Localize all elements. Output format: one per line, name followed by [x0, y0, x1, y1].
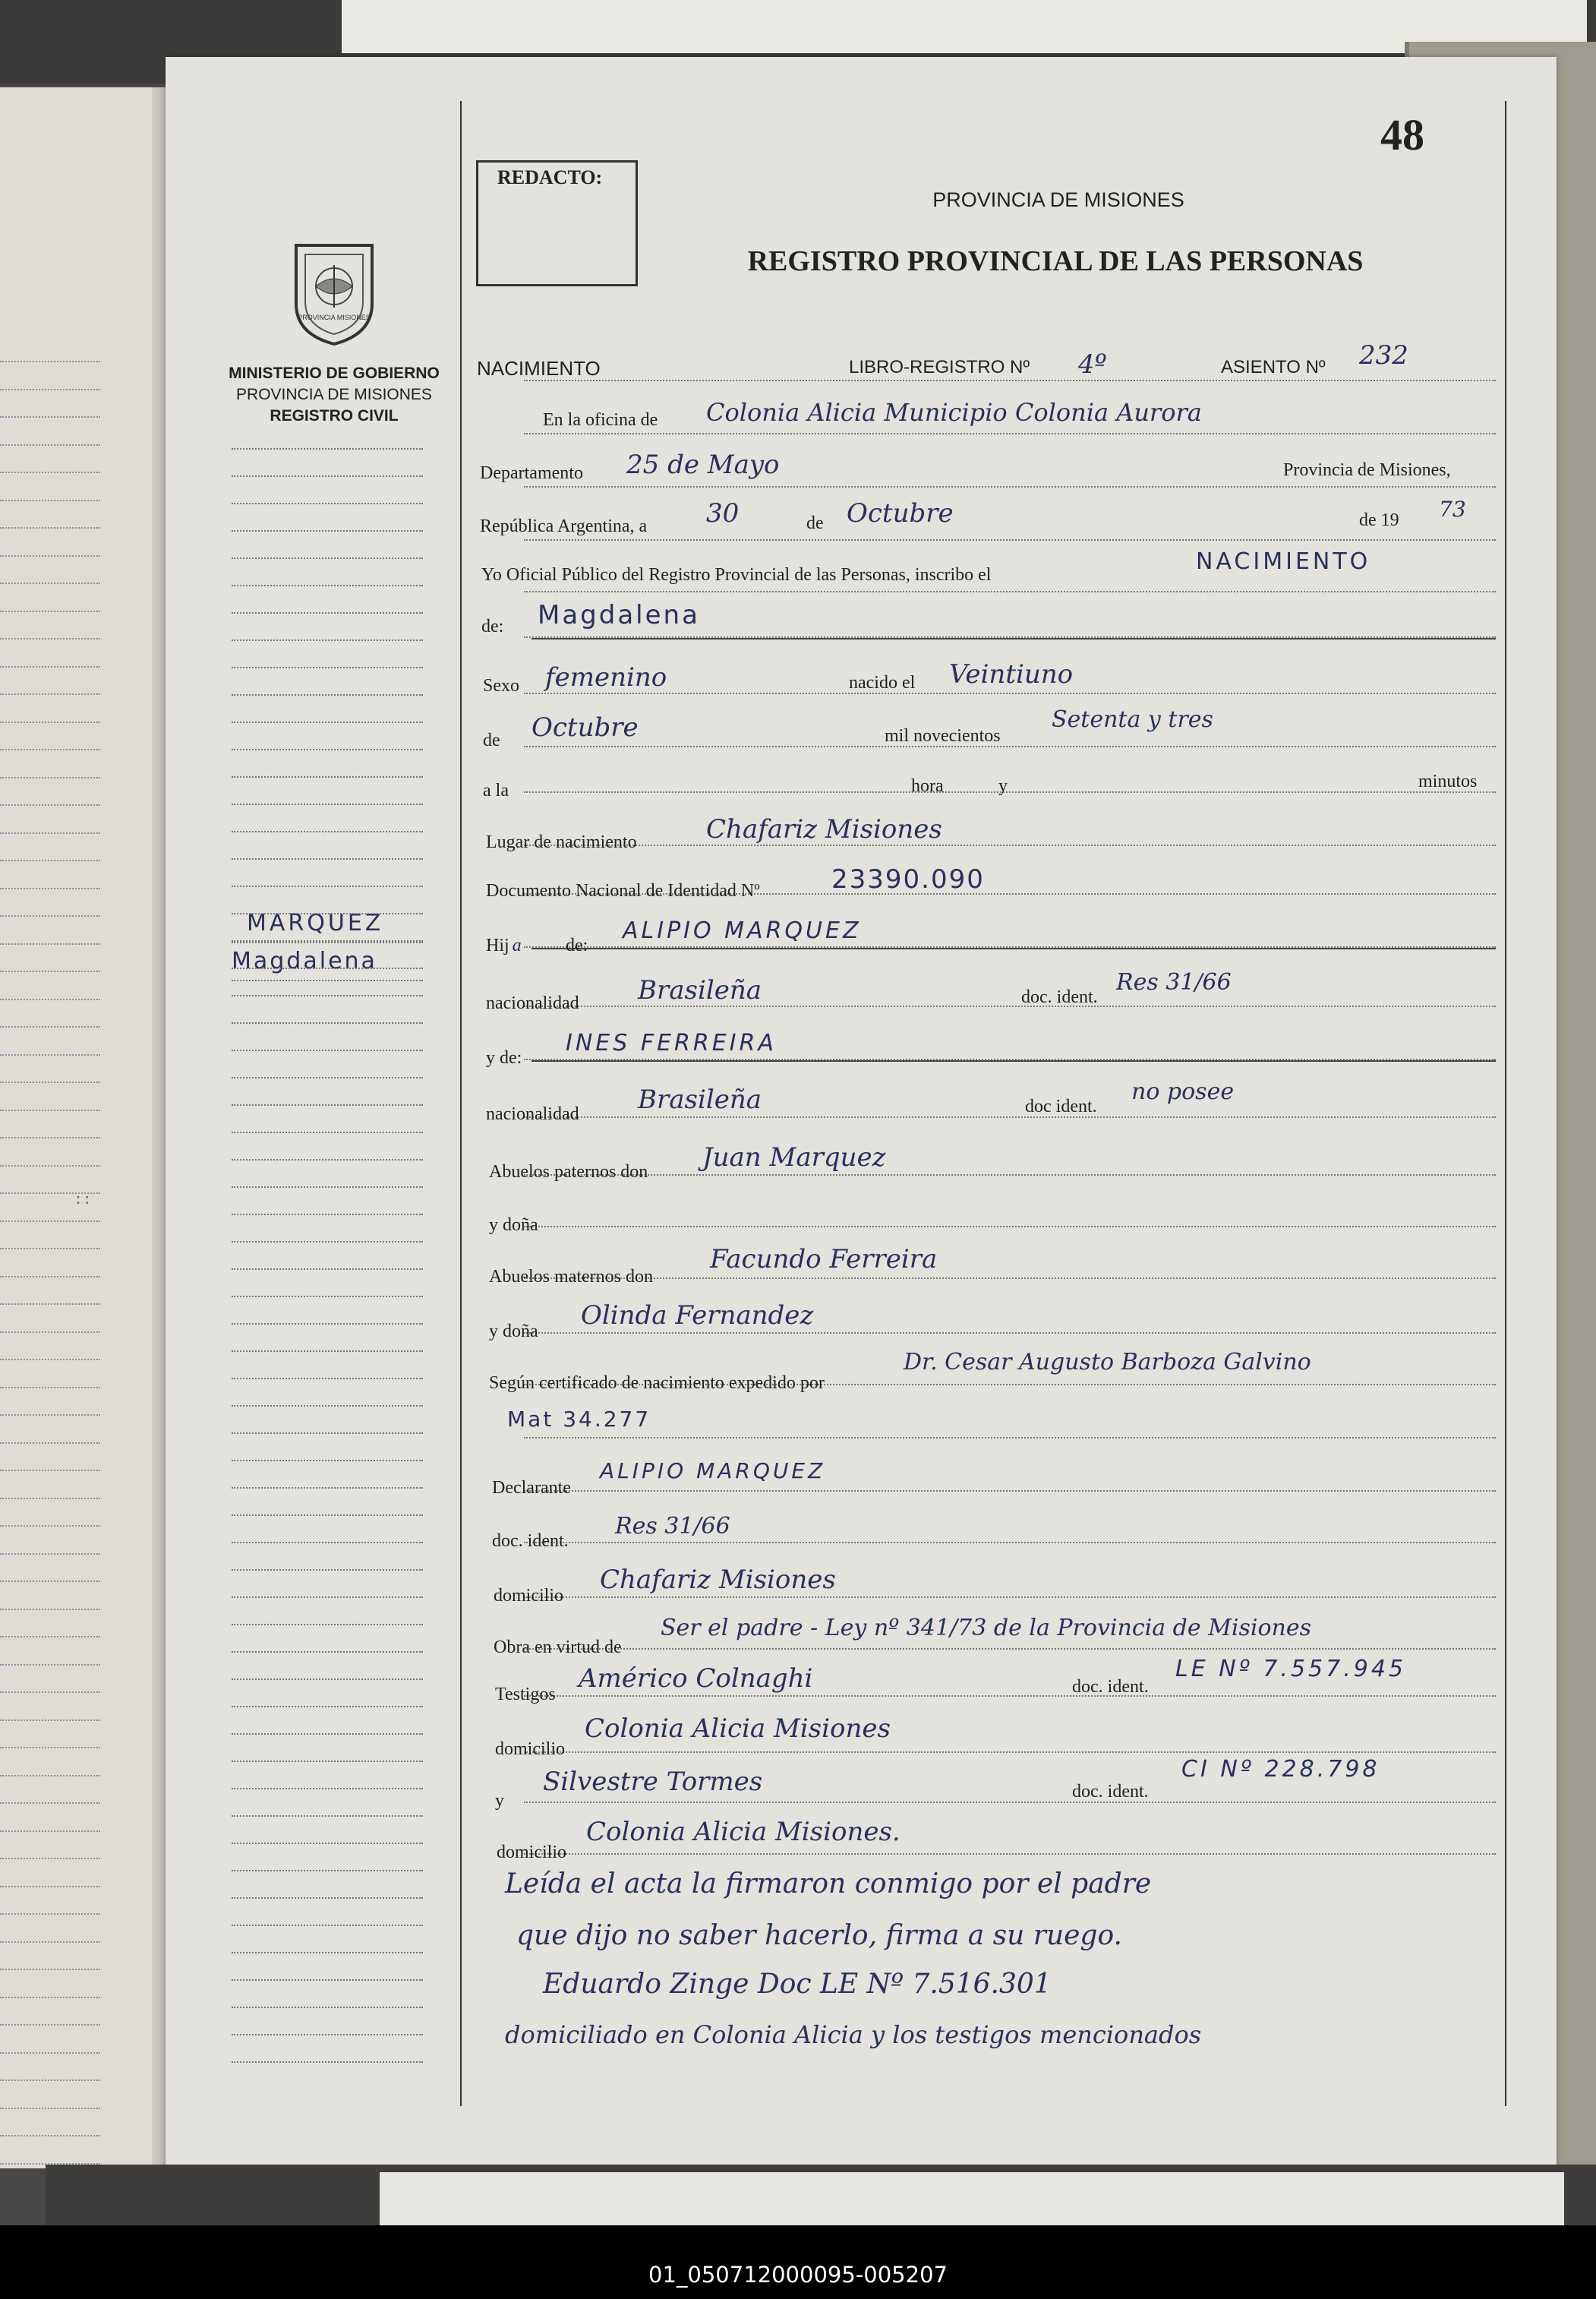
ledger-rule [0, 1636, 100, 1637]
ala-label: a la [483, 781, 509, 801]
margin-ledger-rule [232, 1268, 423, 1270]
oficina-value: Colonia Alicia Municipio Colonia Aurora [706, 398, 1202, 427]
form-fill-line [524, 1332, 1496, 1334]
ledger-rule [0, 1941, 100, 1943]
abuelos-mat-label: Abuelos maternos don [489, 1267, 653, 1287]
ledger-rule [0, 915, 100, 917]
margin-ledger-rule [232, 1624, 423, 1625]
mother-nat-value: Brasileña [638, 1085, 762, 1115]
registry-title: REGISTRO PROVINCIAL DE LAS PERSONAS [747, 245, 1364, 277]
adjacent-page-edge [342, 0, 1587, 53]
ledger-rule [0, 1276, 100, 1277]
testigo2-doc-value: CI Nº 228.798 [1181, 1756, 1380, 1783]
ledger-rule [0, 1997, 100, 1998]
sexo-value: femenino [545, 662, 667, 693]
ledger-rule [0, 860, 100, 861]
year-value: 73 [1439, 497, 1466, 522]
image-id-caption: 01_050712000095-005207 [648, 2262, 948, 2288]
ledger-rule [0, 1720, 100, 1721]
ledger-rule [0, 444, 100, 446]
seal-text: PROVINCIA MISIONES [298, 314, 371, 321]
margin-ledger-rule [232, 1979, 423, 1981]
ledger-rule [0, 1691, 100, 1693]
margin-ledger-rule [232, 1186, 423, 1188]
page-bottom-background [46, 2165, 1596, 2225]
margin-ledger-rule [232, 530, 423, 532]
margin-ledger-rule [232, 2034, 423, 2035]
margin-ledger-rule [232, 475, 423, 477]
margin-ledger-rule [232, 749, 423, 750]
ledger-rule [0, 777, 100, 778]
margin-ledger-rule [232, 1952, 423, 1953]
obra-label: Obra en virtud de [494, 1637, 622, 1657]
birth-month-value: Octubre [531, 712, 639, 743]
ledger-rule [0, 1221, 100, 1222]
margin-ledger-rule [232, 1596, 423, 1598]
de2-label: de: [481, 617, 504, 636]
domicilio2-value: Colonia Alicia Misiones. [586, 1817, 901, 1847]
margin-ledger-rule [232, 886, 423, 887]
margin-ledger-rule [232, 1050, 423, 1051]
father-doc-value: Res 31/66 [1116, 969, 1232, 996]
margin-ledger-rule [232, 1432, 423, 1434]
note-line-2: que dijo no saber hacerlo, firma a su ruego. [516, 1920, 1122, 1951]
margin-ledger-rule [232, 1788, 423, 1789]
ledger-rule [0, 1082, 100, 1083]
ledger-rule [0, 1359, 100, 1360]
de3-label: de [483, 731, 500, 750]
margin-ledger-rule [232, 557, 423, 559]
margin-ledger-rule [232, 1569, 423, 1571]
ledger-rule [0, 1248, 100, 1249]
decl-doc-value: Res 31/66 [615, 1513, 730, 1540]
margin-ledger-rule [232, 1296, 423, 1297]
provincia-suffix: Provincia de Misiones, [1283, 460, 1451, 480]
year-label: de 19 [1359, 510, 1399, 530]
margin-ledger-rule [232, 1132, 423, 1133]
testigos-label: Testigos [495, 1685, 556, 1704]
ledger-rule [0, 1830, 100, 1832]
form-fill-line [524, 1174, 1496, 1176]
ministry-name: MINISTERIO DE GOBIERNO [229, 365, 440, 382]
ledger-rule [0, 1470, 100, 1471]
margin-rule [232, 980, 423, 981]
ledger-rule [0, 1498, 100, 1499]
lower-page-edge [380, 2172, 1564, 2225]
margin-ledger-rule [232, 1350, 423, 1352]
margin-ledger-rule [232, 995, 423, 996]
hora-label: hora [911, 776, 944, 796]
domicilio-label: domicilio [494, 1586, 563, 1606]
ledger-rule [0, 1664, 100, 1666]
form-fill-line [524, 1648, 1496, 1650]
act-type-label: NACIMIENTO [477, 357, 601, 380]
margin-ledger-rule [232, 1460, 423, 1461]
ledger-rule [0, 500, 100, 501]
form-fill-line [524, 1226, 1496, 1227]
nacido-label: nacido el [849, 673, 916, 693]
father-de-label: de: [566, 936, 588, 955]
margin-ledger-rule [232, 1651, 423, 1653]
inscribo-value: NACIMIENTO [1196, 548, 1371, 575]
ledger-rule [0, 2108, 100, 2109]
margin-ledger-rule [232, 940, 423, 942]
margin-ledger-rule [232, 722, 423, 723]
ministry-province: PROVINCIA DE MISIONES [236, 386, 432, 403]
form-fill-line [524, 486, 1496, 488]
form-fill-line [524, 791, 1496, 793]
province-title: PROVINCIA DE MISIONES [932, 188, 1184, 211]
ledger-rule [0, 1054, 100, 1056]
departamento-label: Departamento [480, 463, 583, 483]
ledger-rule [0, 583, 100, 584]
margin-ledger-rule [232, 1542, 423, 1543]
form-fill-line [524, 1695, 1496, 1697]
segun-label: Según certificado de nacimiento expedido por [489, 1373, 825, 1393]
margin-rule-right [1505, 101, 1506, 2106]
page-number: 48 [1380, 110, 1424, 159]
form-fill-line [524, 1437, 1496, 1438]
domicilio1-label: domicilio [495, 1739, 565, 1759]
form-fill-line [524, 1751, 1496, 1753]
margin-ledger-rule [232, 612, 423, 614]
margin-rule [232, 942, 423, 943]
margin-ledger-rule [232, 1706, 423, 1707]
margin-ledger-rule [232, 667, 423, 668]
ledger-rule [0, 1026, 100, 1028]
hija-label [486, 936, 522, 956]
ledger-rule [0, 1303, 100, 1305]
domicilio1-value: Colonia Alicia Misiones [585, 1713, 891, 1744]
margin-given-name: Magdalena [232, 948, 377, 974]
form-fill-line [524, 746, 1496, 747]
abuelos-pat-label: Abuelos paternos don [489, 1162, 648, 1182]
margin-mark: : : [76, 1189, 90, 1208]
form-fill-line [524, 1116, 1496, 1118]
mother-doc-value: no posee [1131, 1078, 1235, 1105]
mil-label: mil novecientos [885, 726, 1001, 746]
libro-value: 4º [1078, 349, 1107, 380]
margin-ledger-rule [232, 1405, 423, 1407]
ledger-rule [0, 389, 100, 390]
ledger-rule [0, 416, 100, 418]
obra-value: Ser el padre - Ley nº 341/73 de la Provincia de Misiones [661, 1615, 1311, 1641]
ledger-rule [0, 888, 100, 889]
y-label: y [998, 776, 1008, 796]
ledger-rule [0, 2135, 100, 2136]
margin-ledger-rule [232, 2007, 423, 2008]
ledger-rule [0, 1913, 100, 1915]
testigo1-doc-value: LE Nº 7.557.945 [1175, 1656, 1406, 1682]
margin-ledger-rule [232, 2061, 423, 2063]
name-underline [531, 948, 1496, 949]
ledger-rule [0, 1137, 100, 1138]
ledger-rule [0, 555, 100, 557]
form-fill-line [524, 845, 1496, 846]
margin-ledger-rule [232, 1323, 423, 1325]
form-fill-line [524, 1006, 1496, 1007]
margin-ledger-rule [232, 1214, 423, 1215]
mil-value: Setenta y tres [1052, 706, 1213, 733]
ledger-rule [0, 832, 100, 834]
ledger-rule [0, 1165, 100, 1167]
libro-label: LIBRO-REGISTRO Nº [849, 357, 1030, 377]
margin-ledger-rule [232, 1870, 423, 1871]
margin-ledger-rule [232, 585, 423, 586]
margin-ledger-rule [232, 1843, 423, 1844]
oficial-text: Yo Oficial Público del Registro Provincial de las Personas, inscribo el [481, 565, 992, 585]
ledger-rule [0, 971, 100, 972]
mother-nat-label: nacionalidad [486, 1104, 579, 1124]
margin-ledger-rule [232, 1925, 423, 1926]
ledger-rule [0, 1775, 100, 1776]
abuelo-pat-value: Juan Marquez [702, 1142, 886, 1173]
mother-doc-label: doc ident. [1025, 1097, 1097, 1116]
decl-doc-label: doc. ident. [492, 1531, 569, 1551]
provincial-seal-icon [281, 232, 387, 347]
month-value: Octubre [847, 498, 954, 529]
abuela-pat-label: y doña [489, 1215, 538, 1235]
note-line-3: Eduardo Zinge Doc LE Nº 7.516.301 [543, 1969, 1052, 2000]
ledger-rule [0, 1387, 100, 1388]
ledger-rule [0, 2080, 100, 2081]
note-line-1: Leída el acta la firmaron conmigo por el padre [505, 1868, 1152, 1900]
ministry-registry: REGISTRO CIVIL [270, 407, 399, 425]
nacido-value: Veintiuno [949, 659, 1074, 690]
margin-ledger-rule [232, 1077, 423, 1078]
margin-ledger-rule [232, 639, 423, 641]
ledger-rule [0, 693, 100, 695]
margin-ledger-rule [232, 1514, 423, 1516]
ledger-rule [0, 1858, 100, 1859]
testigo2-value: Silvestre Tormes [543, 1767, 763, 1797]
mother-de-label: y de: [486, 1048, 522, 1068]
ledger-rule [0, 2024, 100, 2026]
ledger-rule [0, 1969, 100, 1970]
margin-ledger-rule [232, 1241, 423, 1243]
ledger-rule [0, 1192, 100, 1194]
father-doc-label: doc. ident. [1021, 987, 1098, 1007]
margin-ledger-rule [232, 1815, 423, 1817]
ledger-rule [0, 1886, 100, 1887]
ledger-rule [0, 638, 100, 639]
margin-ledger-rule [232, 913, 423, 914]
margin-ledger-rule [232, 448, 423, 450]
father-nat-value: Brasileña [638, 975, 762, 1006]
segun-value: Dr. Cesar Augusto Barboza Galvino [904, 1349, 1311, 1375]
form-fill-line [524, 1277, 1496, 1279]
form-fill-line [524, 1853, 1496, 1855]
abuela-mat-value: Olinda Fernandez [581, 1300, 814, 1331]
ledger-rule [0, 1553, 100, 1555]
ledger-rule [0, 611, 100, 612]
ministry-block [205, 363, 463, 427]
name-value: Magdalena [538, 600, 700, 630]
de-label: de [806, 513, 824, 533]
margin-ledger-rule [232, 694, 423, 696]
ledger-rule [0, 943, 100, 945]
asiento-value: 232 [1359, 340, 1408, 371]
ledger-rule [0, 472, 100, 473]
ledger-rule [0, 749, 100, 750]
oficina-label: En la oficina de [543, 410, 658, 430]
name-underline [531, 638, 1496, 639]
form-fill-line [524, 693, 1496, 694]
testigo1-doc-label: doc. ident. [1072, 1677, 1149, 1697]
margin-ledger-rule [232, 1733, 423, 1735]
ledger-rule [0, 2052, 100, 2054]
lugar-label: Lugar de nacimiento [486, 832, 637, 852]
margin-ledger-rule [232, 831, 423, 832]
margin-ledger-rule [232, 776, 423, 778]
note-line-4: domiciliado en Colonia Alicia y los testigos mencionados [505, 2020, 1202, 2049]
father-nat-label: nacionalidad [486, 993, 579, 1013]
margin-ledger-rule [232, 858, 423, 860]
ledger-rule [0, 1802, 100, 1804]
margin-ledger-rule [232, 1678, 423, 1680]
testigo2-doc-label: doc. ident. [1072, 1782, 1149, 1802]
domicilio2-label: domicilio [497, 1843, 566, 1862]
testigo2-y-label: y [495, 1791, 504, 1811]
margin-ledger-rule [232, 1761, 423, 1762]
minutos-label: minutos [1418, 772, 1478, 791]
ledger-rule [0, 1747, 100, 1748]
sexo-label: Sexo [483, 676, 519, 696]
hija-suffix: a [512, 936, 522, 955]
ledger-rule [0, 1525, 100, 1527]
ledger-rule [0, 1609, 100, 1610]
abuela-mat-label: y doña [489, 1322, 538, 1341]
margin-surname: MARQUEZ [247, 910, 384, 936]
margin-ledger-rule [232, 968, 423, 969]
asiento-label: ASIENTO Nº [1221, 357, 1326, 377]
ledger-rule [0, 999, 100, 1000]
margin-ledger-rule [232, 1897, 423, 1899]
form-fill-line [524, 380, 1496, 381]
departamento-value: 25 de Mayo [626, 450, 780, 480]
dni-label: Documento Nacional de Identidad Nº [486, 881, 760, 901]
republica-label: República Argentina, a [480, 516, 648, 536]
hija-prefix: Hij [486, 936, 509, 955]
dni-value: 23390.090 [831, 864, 985, 895]
form-fill-line [524, 539, 1496, 541]
mat-value: Mat 34.277 [507, 1407, 651, 1432]
margin-ledger-rule [232, 804, 423, 805]
form-fill-line [524, 1802, 1496, 1803]
domicilio-value: Chafariz Misiones [600, 1565, 836, 1595]
ledger-rule [0, 804, 100, 806]
margin-ledger-rule [232, 1378, 423, 1379]
father-value: ALIPIO MARQUEZ [623, 917, 862, 944]
lugar-value: Chafariz Misiones [706, 814, 942, 845]
declarante-label: Declarante [492, 1478, 571, 1498]
form-fill-line [524, 1596, 1496, 1598]
day-value: 30 [706, 498, 740, 529]
margin-ledger-rule [232, 503, 423, 504]
ledger-rule [0, 1442, 100, 1444]
ledger-rule [0, 361, 100, 362]
abuelo-mat-value: Facundo Ferreira [710, 1244, 938, 1274]
ledger-rule [0, 1581, 100, 1582]
margin-ledger-rule [232, 1022, 423, 1024]
ledger-rule [0, 1414, 100, 1416]
testigo1-value: Américo Colnaghi [579, 1663, 813, 1694]
margin-ledger-rule [232, 1104, 423, 1106]
margin-ledger-rule [232, 1159, 423, 1161]
ledger-rule [0, 1110, 100, 1111]
ledger-rule [0, 722, 100, 723]
ledger-rule [0, 1331, 100, 1333]
form-fill-line [524, 1542, 1496, 1543]
margin-ledger-rule [232, 1487, 423, 1489]
declarante-value: ALIPIO MARQUEZ [600, 1458, 826, 1483]
redacto-label: REDACTO: [497, 166, 603, 188]
form-fill-line [524, 591, 1496, 592]
name-underline [531, 1060, 1496, 1062]
ledger-rule [0, 666, 100, 668]
mother-value: INES FERREIRA [566, 1030, 777, 1056]
form-fill-line [524, 433, 1496, 434]
ledger-rule [0, 527, 100, 529]
form-fill-line [524, 1490, 1496, 1492]
